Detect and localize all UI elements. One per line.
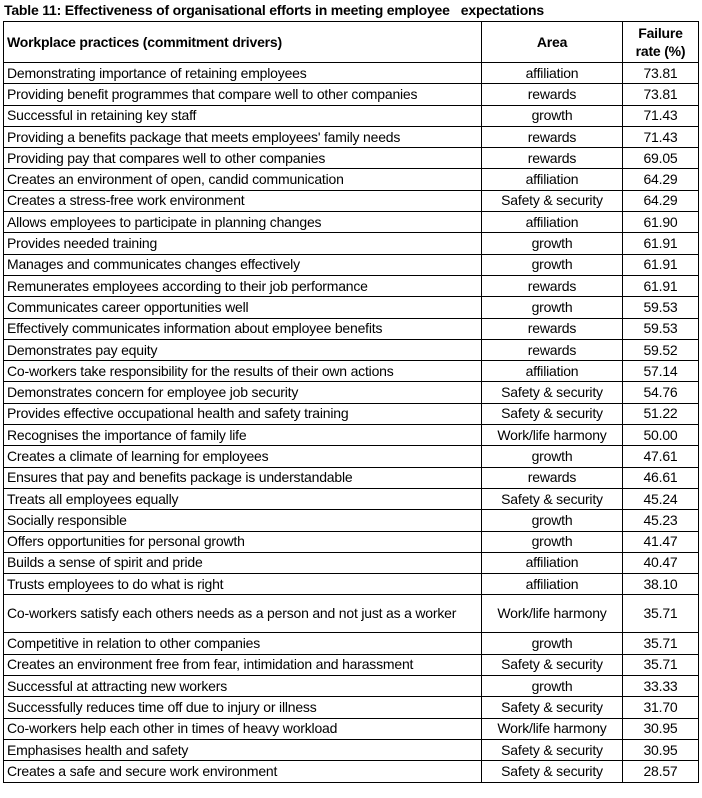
practice-cell: Recognises the importance of family life (4, 425, 482, 446)
table-row (4, 425, 699, 446)
failure-rate-cell: 57.14 (623, 361, 699, 382)
header-failure-rate-line2: rate (%) (635, 43, 686, 59)
area-cell: growth (482, 233, 623, 254)
practice-cell: Successfully reduces time off due to injury or illness (4, 697, 482, 718)
failure-rate-cell: 33.33 (623, 676, 699, 697)
area-cell: Safety & security (482, 697, 623, 718)
practice-cell: Effectively communicates information about employee benefits (4, 318, 482, 339)
practice-cell: Provides needed training (4, 233, 482, 254)
table-row (4, 105, 699, 126)
table-row (4, 169, 699, 190)
practice-cell: Creates a stress-free work environment (4, 190, 482, 211)
practice-cell: Builds a sense of spirit and pride (4, 552, 482, 573)
table-row (4, 718, 699, 739)
header-area: Area (482, 22, 623, 63)
failure-rate-cell: 59.53 (623, 318, 699, 339)
table-row (4, 467, 699, 488)
failure-rate-cell: 59.52 (623, 339, 699, 360)
table-row (4, 739, 699, 760)
area-cell: affiliation (482, 361, 623, 382)
area-cell: rewards (482, 339, 623, 360)
practice-cell: Co-workers satisfy each others needs as a person and not just as a worker (4, 595, 482, 633)
failure-rate-cell: 40.47 (623, 552, 699, 573)
practice-cell: Trusts employees to do what is right (4, 574, 482, 595)
practice-cell: Demonstrating importance of retaining employees (4, 63, 482, 84)
area-cell: rewards (482, 84, 623, 105)
area-cell: growth (482, 446, 623, 467)
practice-cell: Co-workers take responsibility for the results of their own actions (4, 361, 482, 382)
failure-rate-cell: 64.29 (623, 169, 699, 190)
table-title: Table 11: Effectiveness of organisational efforts in meeting employee expectations (4, 2, 544, 18)
effectiveness-table (3, 21, 699, 783)
practice-cell: Successful at attracting new workers (4, 676, 482, 697)
header-failure-rate-line1: Failure (638, 25, 683, 41)
header-row (4, 22, 699, 63)
table-row (4, 488, 699, 509)
table-row (4, 361, 699, 382)
table-row (4, 574, 699, 595)
area-cell: Work/life harmony (482, 425, 623, 446)
practice-cell: Demonstrates concern for employee job security (4, 382, 482, 403)
area-cell: rewards (482, 148, 623, 169)
area-cell: affiliation (482, 212, 623, 233)
table-row (4, 212, 699, 233)
table-row (4, 697, 699, 718)
table-row (4, 761, 699, 782)
practice-cell: Creates a climate of learning for employees (4, 446, 482, 467)
table-row (4, 84, 699, 105)
table-row (4, 190, 699, 211)
failure-rate-cell: 71.43 (623, 126, 699, 147)
area-cell: rewards (482, 275, 623, 296)
failure-rate-cell: 45.23 (623, 510, 699, 531)
area-cell: affiliation (482, 552, 623, 573)
practice-cell: Creates an environment of open, candid communication (4, 169, 482, 190)
area-cell: growth (482, 105, 623, 126)
table-row (4, 297, 699, 318)
failure-rate-cell: 69.05 (623, 148, 699, 169)
area-cell: growth (482, 254, 623, 275)
area-cell: affiliation (482, 63, 623, 84)
table-row (4, 275, 699, 296)
area-cell: growth (482, 510, 623, 531)
failure-rate-cell: 46.61 (623, 467, 699, 488)
failure-rate-cell: 73.81 (623, 84, 699, 105)
area-cell: Safety & security (482, 739, 623, 760)
practice-cell: Creates a safe and secure work environment (4, 761, 482, 782)
area-cell: Safety & security (482, 403, 623, 424)
failure-rate-cell: 61.90 (623, 212, 699, 233)
table-row (4, 531, 699, 552)
failure-rate-cell: 61.91 (623, 233, 699, 254)
failure-rate-cell: 35.71 (623, 595, 699, 633)
area-cell: growth (482, 297, 623, 318)
failure-rate-cell: 64.29 (623, 190, 699, 211)
table-row (4, 339, 699, 360)
header-practice: Workplace practices (commitment drivers) (4, 22, 482, 63)
failure-rate-cell: 30.95 (623, 718, 699, 739)
practice-cell: Competitive in relation to other companies (4, 633, 482, 654)
failure-rate-cell: 51.22 (623, 403, 699, 424)
practice-cell: Providing pay that compares well to other companies (4, 148, 482, 169)
practice-cell: Demonstrates pay equity (4, 339, 482, 360)
table-row (4, 63, 699, 84)
area-cell: Safety & security (482, 382, 623, 403)
area-cell: rewards (482, 126, 623, 147)
table-row (4, 126, 699, 147)
table-row (4, 318, 699, 339)
failure-rate-cell: 73.81 (623, 63, 699, 84)
failure-rate-cell: 30.95 (623, 739, 699, 760)
table-row (4, 446, 699, 467)
table-row (4, 595, 699, 633)
area-cell: Safety & security (482, 654, 623, 675)
practice-cell: Providing a benefits package that meets employees' family needs (4, 126, 482, 147)
table-row (4, 633, 699, 654)
failure-rate-cell: 38.10 (623, 574, 699, 595)
failure-rate-cell: 31.70 (623, 697, 699, 718)
practice-cell: Treats all employees equally (4, 488, 482, 509)
practice-cell: Communicates career opportunities well (4, 297, 482, 318)
table-row (4, 676, 699, 697)
practice-cell: Ensures that pay and benefits package is understandable (4, 467, 482, 488)
failure-rate-cell: 35.71 (623, 654, 699, 675)
failure-rate-cell: 35.71 (623, 633, 699, 654)
practice-cell: Manages and communicates changes effectively (4, 254, 482, 275)
area-cell: Work/life harmony (482, 595, 623, 633)
failure-rate-cell: 61.91 (623, 275, 699, 296)
table-row (4, 403, 699, 424)
area-cell: growth (482, 676, 623, 697)
table-row (4, 382, 699, 403)
area-cell: Safety & security (482, 190, 623, 211)
practice-cell: Successful in retaining key staff (4, 105, 482, 126)
table-row (4, 233, 699, 254)
practice-cell: Allows employees to participate in planning changes (4, 212, 482, 233)
failure-rate-cell: 59.53 (623, 297, 699, 318)
header-failure-rate (623, 22, 699, 63)
table-row (4, 552, 699, 573)
table-row (4, 654, 699, 675)
failure-rate-cell: 47.61 (623, 446, 699, 467)
practice-cell: Emphasises health and safety (4, 739, 482, 760)
table-row (4, 510, 699, 531)
area-cell: Safety & security (482, 488, 623, 509)
practice-cell: Remunerates employees according to their job performance (4, 275, 482, 296)
area-cell: Safety & security (482, 761, 623, 782)
practice-cell: Socially responsible (4, 510, 482, 531)
practice-cell: Provides effective occupational health and safety training (4, 403, 482, 424)
area-cell: affiliation (482, 169, 623, 190)
failure-rate-cell: 41.47 (623, 531, 699, 552)
area-cell: rewards (482, 318, 623, 339)
area-cell: growth (482, 633, 623, 654)
failure-rate-cell: 54.76 (623, 382, 699, 403)
practice-cell: Creates an environment free from fear, intimidation and harassment (4, 654, 482, 675)
failure-rate-cell: 61.91 (623, 254, 699, 275)
practice-cell: Providing benefit programmes that compare well to other companies (4, 84, 482, 105)
table-row (4, 254, 699, 275)
area-cell: rewards (482, 467, 623, 488)
area-cell: Work/life harmony (482, 718, 623, 739)
failure-rate-cell: 71.43 (623, 105, 699, 126)
practice-cell: Co-workers help each other in times of heavy workload (4, 718, 482, 739)
failure-rate-cell: 28.57 (623, 761, 699, 782)
failure-rate-cell: 50.00 (623, 425, 699, 446)
area-cell: affiliation (482, 574, 623, 595)
table-row (4, 148, 699, 169)
failure-rate-cell: 45.24 (623, 488, 699, 509)
practice-cell: Offers opportunities for personal growth (4, 531, 482, 552)
area-cell: growth (482, 531, 623, 552)
